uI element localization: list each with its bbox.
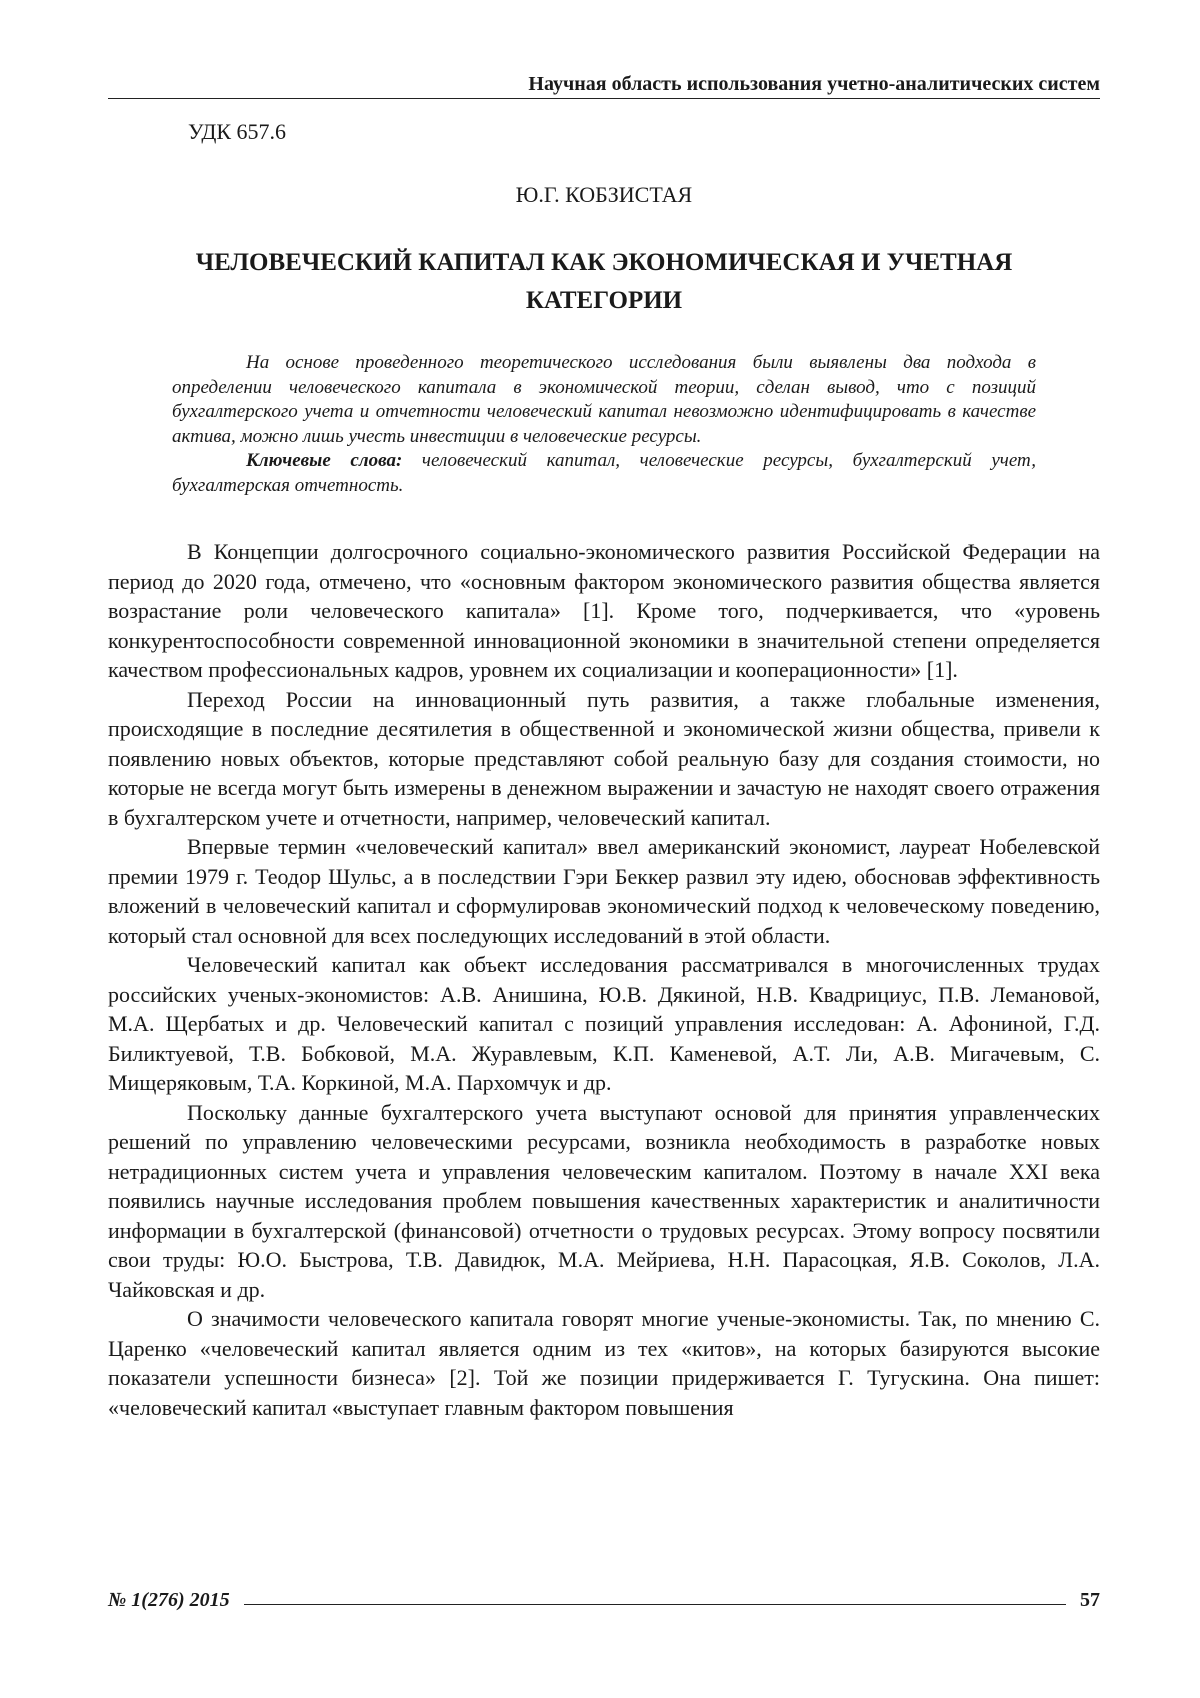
abstract-block <box>172 351 1036 499</box>
author-name: Ю.Г. КОБЗИСТАЯ <box>108 181 1100 209</box>
page-number: 57 <box>1080 1589 1100 1612</box>
body-paragraph: Поскольку данные бухгалтерского учета выступают основой для принятия управленческих решений по управлению человеческими ресурсами, возникла необходимость в разработке новых нетрадиционных систем учета и управления человеческим капиталом. Поэтому в начале XXI века появились научные исследования проблем повышения качественных характеристик и аналитичности информации в бухгалтерской (финансовой) отчетности о трудовых ресурсах. Этому вопросу посвятили свои труды: Ю.О. Быстрова, Т.В. Давидюк, М.А. Мейриева, Н.Н. Парасоцкая, Я.В. Соколов, Л.А. Чайковская и др. <box>108 1098 1100 1305</box>
title-line-1: ЧЕЛОВЕЧЕСКИЙ КАПИТАЛ КАК ЭКОНОМИЧЕСКАЯ И УЧЕТНАЯ <box>108 244 1100 282</box>
article-title <box>108 244 1100 320</box>
title-line-2: КАТЕГОРИИ <box>108 282 1100 320</box>
page-footer <box>108 1586 1100 1614</box>
body-paragraph: Человеческий капитал как объект исследования рассматривался в многочисленных трудах российских ученых-экономистов: А.В. Анишина, Ю.В. Дякиной, Н.В. Квадрициус, П.В. Лемановой, М.А. Щербатых и др. Человеческий капитал с позиций управления исследован: А. Афониной, Г.Д. Биликтуевой, Т.В. Бобковой, М.А. Журавлевым, К.П. Каменевой, А.Т. Ли, А.В. Мигачевым, С. Мищеряковым, Т.А. Коркиной, М.А. Пархомчук и др. <box>108 950 1100 1098</box>
running-title: Научная область использования учетно-аналитических систем <box>528 73 1100 95</box>
body-paragraph: Впервые термин «человеческий капитал» ввел американский экономист, лауреат Нобелевской премии 1979 г. Теодор Шульс, а в последствии Гэри Беккер развил эту идею, обосновав эффективность вложений в человеческий капитал и сформулировав экономический подход к человеческому поведению, который стал основной для всех последующих исследований в этой области. <box>108 832 1100 950</box>
body-paragraph: В Концепции долгосрочного социально-экономического развития Российской Федерации на период до 2020 года, отмечено, что «основным фактором экономического развития общества является возрастание роли человеческого капитала» [1]. Кроме того, подчеркивается, что «уровень конкурентоспособности современной инновационной экономики в значительной степени определяется качеством профессиональных кадров, уровнем их социализации и кооперационности» [1]. <box>108 537 1100 685</box>
udk-code: УДК 657.6 <box>188 118 286 146</box>
issue-number: № 1(276) 2015 <box>108 1589 230 1612</box>
footer-rule <box>244 1604 1066 1605</box>
abstract-text: На основе проведенного теоретического исследования были выявлены два подхода в определении человеческого капитала в экономической теории, сделан вывод, что с позиций бухгалтерского учета и отчетности человеческий капитал невозможно идентифицировать в качестве актива, можно лишь учесть инвестиции в человеческие ресурсы. <box>172 351 1036 449</box>
body-paragraph: Переход России на инновационный путь развития, а также глобальные изменения, происходящие в последние десятилетия в общественной и экономической жизни общества, привели к появлению новых объектов, которые представляют собой реальную базу для создания стоимости, но которые не всегда могут быть измерены в денежном выражении и зачастую не находят своего отражения в бухгалтерском учете и отчетности, например, человеческий капитал. <box>108 685 1100 833</box>
keywords-label: Ключевые слова: <box>246 450 402 471</box>
article-body <box>108 537 1100 1422</box>
running-header <box>108 72 1100 99</box>
keywords <box>172 449 1036 498</box>
body-paragraph: О значимости человеческого капитала говорят многие ученые-экономисты. Так, по мнению С. Царенко «человеческий капитал является одним из тех «китов», на которых базируются высокие показатели успешности бизнеса» [2]. Той же позиции придерживается Г. Тугускина. Она пишет: «человеческий капитал «выступает главным фактором повышения <box>108 1304 1100 1422</box>
keywords-text: человеческий капитал, человеческие ресурсы, бухгалтерский учет, бухгалтерская отчетность. <box>172 450 1036 496</box>
